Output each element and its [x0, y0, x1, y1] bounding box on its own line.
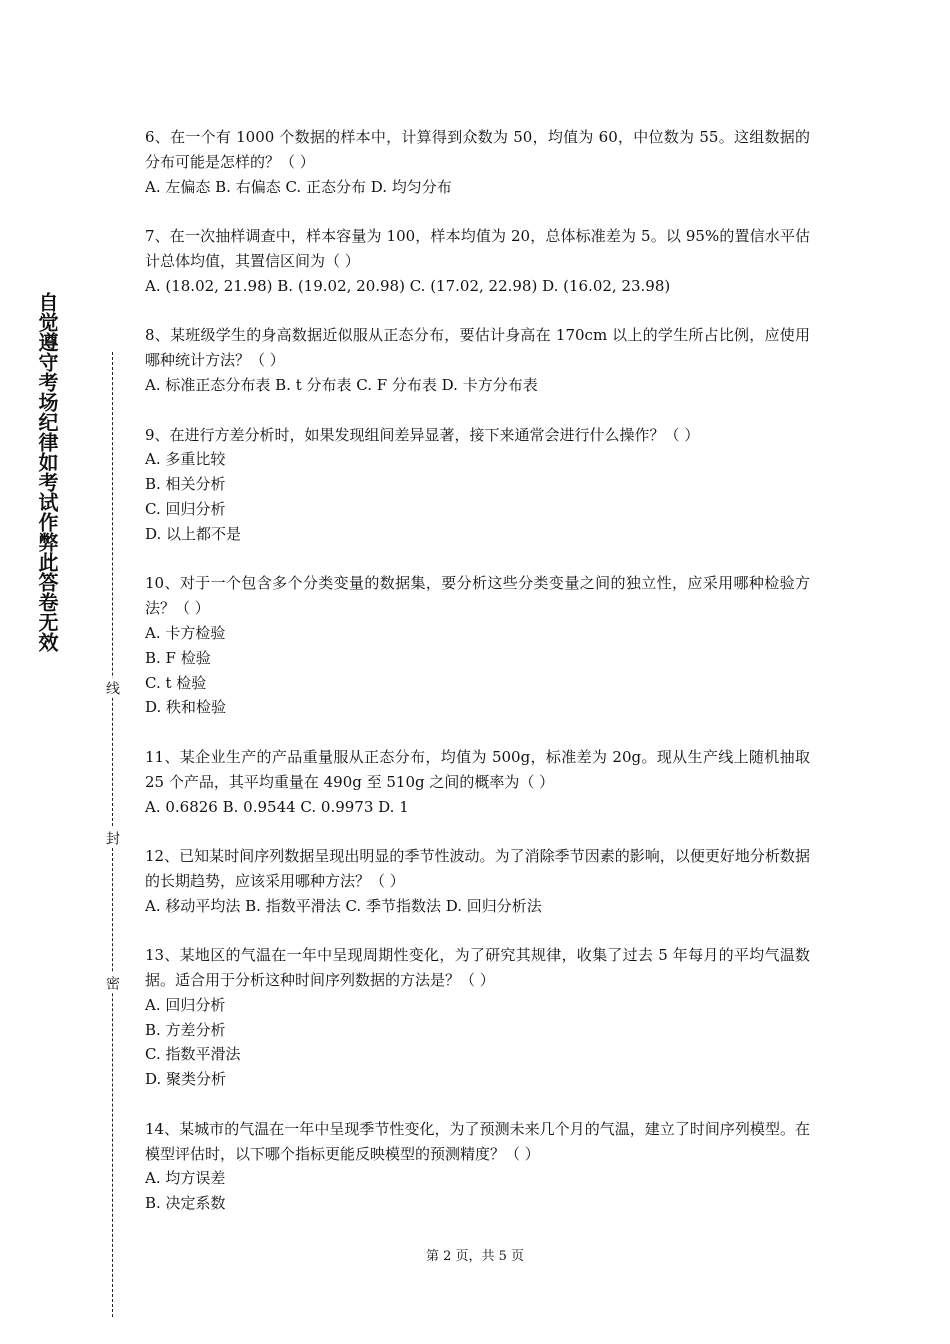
question-options: A. 移动平均法 B. 指数平滑法 C. 季节指数法 D. 回归分析法 — [145, 896, 542, 915]
question-options: C. t 检验 — [145, 673, 207, 692]
question-options: A. 多重比较 — [145, 450, 226, 469]
question-stem: 6、在一个有 1000 个数据的样本中，计算得到众数为 50，均值为 60，中位数为 55。这组数据的分布可能是怎样的？（ ） — [145, 128, 810, 171]
question-options: A. 标准正态分布表 B. t 分布表 C. F 分布表 D. 卡方分布表 — [145, 375, 538, 394]
question-options: A. 回归分析 — [145, 995, 226, 1014]
question-options: A. 均方误差 — [145, 1169, 226, 1188]
question-8 — [145, 323, 810, 397]
question-10 — [145, 571, 810, 720]
question-stem: 13、某地区的气温在一年中呈现周期性变化，为了研究其规律，收集了过去 5 年每月的平均气温数据。适合用于分析这种时间序列数据的方法是？（ ） — [145, 946, 810, 990]
binding-label-seal: 封 — [104, 828, 122, 848]
question-stem: 10、对于一个包含多个分类变量的数据集，要分析这些分类变量之间的独立性，应采用哪种检验方法？（ ） — [145, 574, 810, 618]
question-13 — [145, 943, 810, 1092]
question-11 — [145, 745, 810, 819]
question-options: B. 方差分析 — [145, 1020, 226, 1039]
question-stem: 8、某班级学生的身高数据近似服从正态分布，要估计身高在 170cm 以上的学生所占比例，应使用哪种统计方法？（ ） — [145, 326, 810, 370]
question-9 — [145, 423, 810, 547]
question-stem: 7、在一次抽样调查中，样本容量为 100，样本均值为 20，总体标准差为 5。以 95%的置信水平估计总体均值，其置信区间为（ ） — [145, 227, 810, 270]
question-14 — [145, 1117, 810, 1216]
page-footer: 第 2 页，共 5 页 — [425, 1249, 525, 1264]
question-options: C. 指数平滑法 — [145, 1045, 241, 1064]
question-stem: 12、已知某时间序列数据呈现出明显的季节性波动。为了消除季节因素的影响，以便更好地分析数据的长期趋势，应该采用哪种方法？（ ） — [145, 847, 810, 890]
question-options: D. 聚类分析 — [145, 1070, 227, 1089]
question-list — [145, 125, 810, 1241]
question-options: D. 秩和检验 — [145, 698, 227, 717]
question-options: A. 左偏态 B. 右偏态 C. 正态分布 D. 均匀分布 — [145, 177, 452, 196]
binding-label-close: 密 — [104, 973, 122, 993]
question-options: A. 0.6826 B. 0.9544 C. 0.9973 D. 1 — [145, 797, 409, 816]
question-options: B. F 检验 — [145, 648, 211, 667]
question-options: B. 决定系数 — [145, 1194, 226, 1213]
exam-discipline-warning: 自觉遵守考场纪律如考试作弊此答卷无效 — [35, 292, 59, 652]
question-options: A. 卡方检验 — [145, 623, 226, 642]
question-stem: 11、某企业生产的产品重量服从正态分布，均值为 500g，标准差为 20g。现从生产线上随机抽取 25 个产品，其平均重量在 490g 至 510g 之间的概率为（ ） — [145, 747, 810, 791]
question-options: A. (18.02, 21.98) B. (19.02, 20.98) C. (17.02, 22.98) D. (16.02, 23.98) — [145, 276, 671, 295]
question-6 — [145, 125, 810, 199]
question-stem: 9、在进行方差分析时，如果发现组间差异显著，接下来通常会进行什么操作？（ ） — [145, 425, 700, 444]
question-options: B. 相关分析 — [145, 475, 226, 494]
question-options: C. 回归分析 — [145, 499, 226, 518]
question-options: D. 以上都不是 — [145, 524, 242, 543]
question-12 — [145, 844, 810, 918]
question-stem: 14、某城市的气温在一年中呈现季节性变化，为了预测未来几个月的气温，建立了时间序列模型。在模型评估时，以下哪个指标更能反映模型的预测精度？（ ） — [145, 1119, 810, 1163]
binding-label-line: 线 — [104, 678, 122, 698]
question-7 — [145, 224, 810, 298]
